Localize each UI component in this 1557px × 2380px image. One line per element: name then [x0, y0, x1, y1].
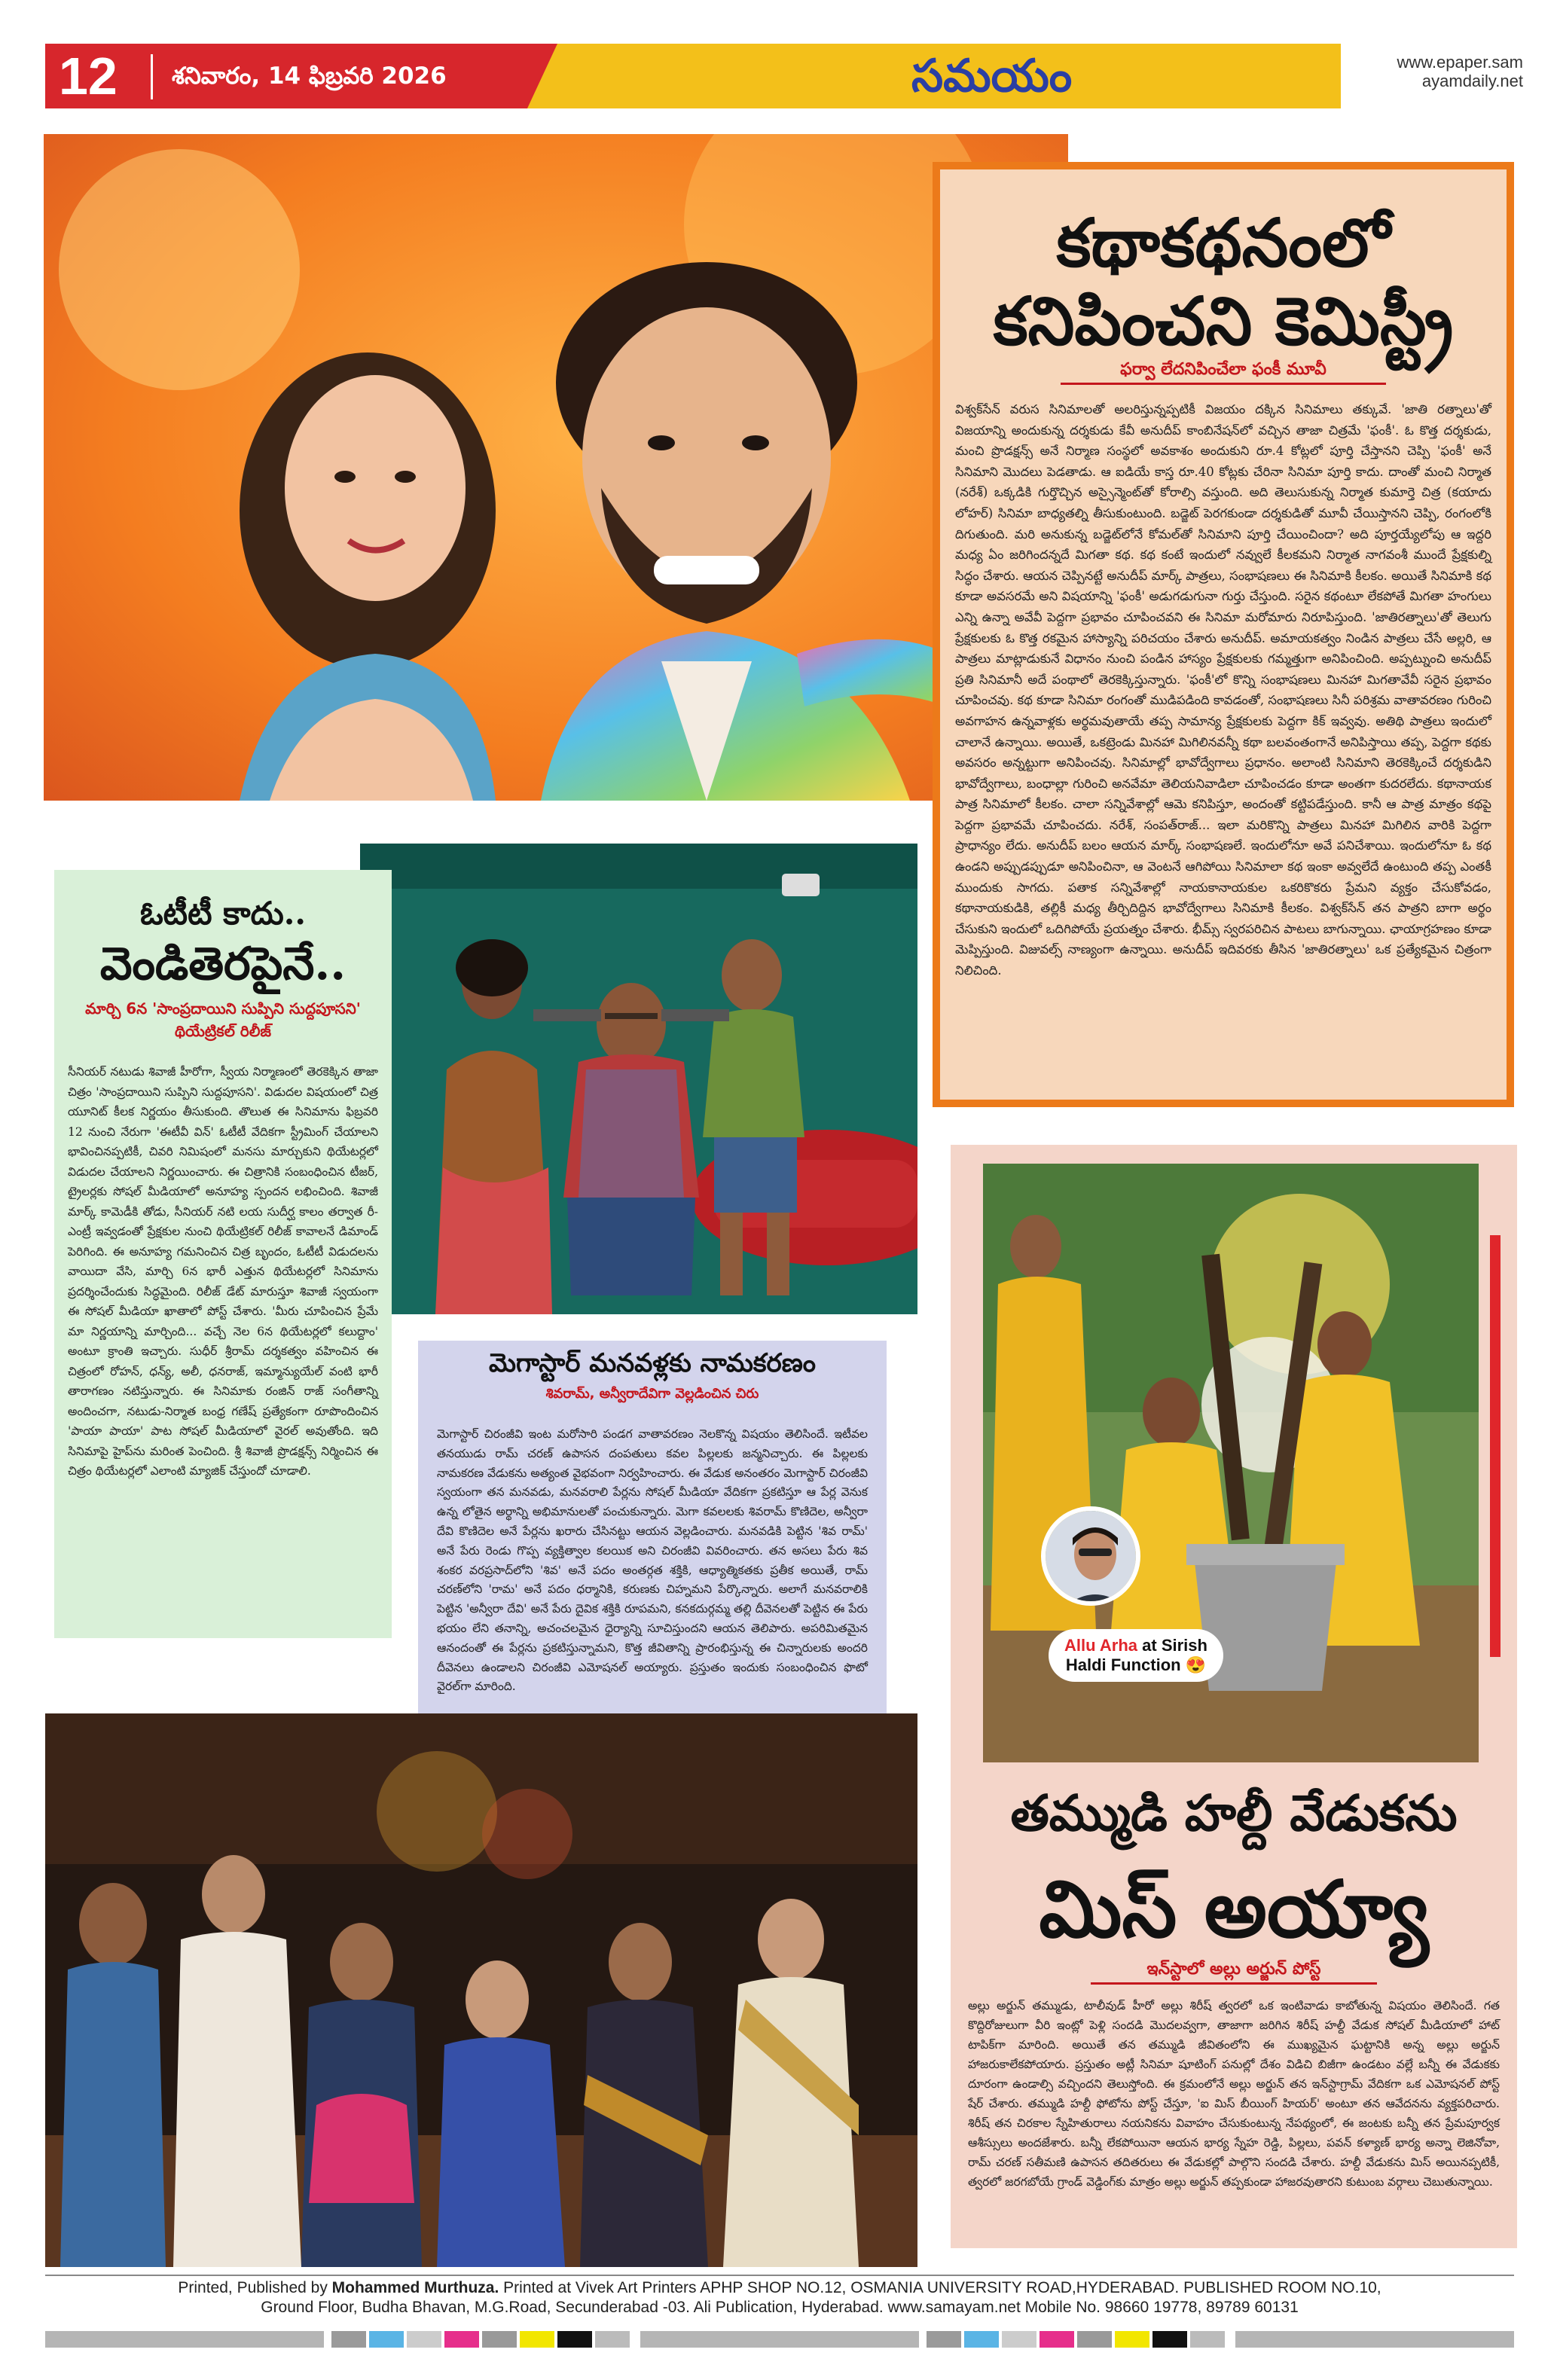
registration-swatch — [1077, 2331, 1112, 2348]
imprint-footer — [45, 2278, 1514, 2317]
registration-swatch — [927, 2331, 961, 2348]
imprint-line1 — [45, 2278, 1514, 2298]
story-naming-headline: మెగాస్టార్ మనవళ్లకు నామకరణం — [488, 1348, 817, 1378]
story-ott-subheadline: మార్చి 6న 'సాంప్రదాయిని సుప్పిని సుద్దపూసని' థియేట్రికల్ రిలీజ్ — [85, 999, 361, 1040]
header-divider — [151, 54, 153, 99]
imprint-address: Printed at Vivek Art Printers APHP SHOP NO.12, OSMANIA UNIVERSITY ROAD,HYDERABAD. PUBLISHED ROOM NO.10, — [499, 2279, 1381, 2296]
registration-swatch — [482, 2331, 517, 2348]
registration-swatch — [1115, 2331, 1149, 2348]
registration-swatch — [1040, 2331, 1074, 2348]
epaper-url-line2: ayamdaily.net — [1421, 72, 1523, 90]
registration-swatch — [1190, 2331, 1225, 2348]
masthead-logo: సమయం — [911, 50, 1073, 102]
epaper-url[interactable] — [1350, 53, 1523, 90]
story-haldi-body: అల్లు అర్జున్ తమ్ముడు, టాలీవుడ్ హీరో అల్లు శిరీష్ త్వరలో ఒక ఇంటివాడు కాబోతున్న విషయం తెలిసిందే. గత కొద్దిరోజులుగా వీరి ఇంట్లో పెళ్లి సందడి మొదలవ్వగా, తాజాగా జరిగిన శిరీష్ హల్దీ వేడుక సోషల్ మీడియాలో హాట్ టాపిక్‌గా మారింది. అయితే తన తమ్ముడి జీవితంలోని ఈ ముఖ్యమైన ఘట్టానికి అన్న అల్లు అర్జున్ హాజరుకాలేకపోయారు. ప్రస్తుతం అట్లీ సినిమా షూటింగ్ పనుల్లో దేశం విడిచి బిజీగా ఉండటం వల్లే బన్నీ ఈ వేడుకకు దూరంగా ఉండాల్సి వచ్చిందని తెలుస్తోంది. ఈ క్రమంలోనే అల్లు అర్జున్ తన ఇన్‌స్టాగ్రామ్ వేదికగా ఒక ఎమోషనల్ పోస్ట్ షేర్ చేశారు. తమ్ముడి హల్దీ ఫోటోను పోస్ట్ చేస్తూ, 'ఐ మిస్ బీయింగ్ హియర్' అంటూ తన ఆవేదనను వ్యక్తపరిచారు. శిరీష్ తన చిరకాల స్నేహితురాలు నయనికను వివాహం చేసుకుంటున్న నేపథ్యంలో, ఈ జంటకు బన్నీ తన ప్రేమపూర్వక ఆశీస్సులు అందజేశారు. బన్నీ లేకపోయినా ఆయన భార్య స్నేహ రెడ్డి, పిల్లలు, పవన్ కళ్యాణ్ భార్య అన్నా లెజినోవా, రామ్ చరణ్ సతీమణి ఉపాసన తదితరులు ఈ వేడుకల్లో పాల్గొని సందడి చేశారు. హల్దీ వేడుకను మిస్ అయినప్పటికీ, త్వరలో జరగబోయే గ్రాండ్ వెడ్డింగ్‌కు మాత్రం అల్లు అర్జున్ తప్పకుండా హాజరవుతారని కుటుంబ వర్గాలు చెబుతున్నాయి. — [968, 1999, 1500, 2189]
story-ott-headline-line1: ఓటీటీ కాదు.. — [139, 895, 306, 932]
subheadline-underline — [1091, 1982, 1377, 1985]
story-haldi-headline-line2: మిస్ అయ్యా — [1039, 1863, 1429, 1955]
caption-emoji: 😍 — [1185, 1655, 1207, 1674]
registration-gray-bar — [45, 2331, 324, 2348]
page-number: 12 — [59, 47, 118, 105]
story-funky-headline-line2: కనిపించని కెమిస్ట్రీ — [993, 282, 1454, 360]
story-haldi-headline-line1: తమ్ముడి హల్దీ వేడుకను — [1010, 1783, 1458, 1842]
registration-swatch — [1002, 2331, 1036, 2348]
registration-gray-bar — [640, 2331, 919, 2348]
epaper-url-line1: www.epaper.sam — [1397, 53, 1523, 72]
imprint-prefix: Printed, Published by — [178, 2279, 332, 2296]
funky-movie-illustration — [44, 134, 1068, 801]
story-ott-body: సీనియర్ నటుడు శివాజీ హీరోగా, స్వీయ నిర్మాణంలో తెరకెక్కిన తాజా చిత్రం 'సాంప్రదాయిని సుప్పిని సుద్దపూసని'. విడుదల విషయంలో చిత్ర యూనిట్ కీలక నిర్ణయం తీసుకుంది. తొలుత ఈ సినిమాను ఫిబ్రవరి 12 నుంచి నేరుగా 'ఈటీవీ విన్' ఓటీటీ వేదికగా స్ట్రీమింగ్ చేయాలని భావించినప్పటికీ, చివరి నిమిషంలో మనసు మార్చుకుని థియేటర్లలో విడుదల చేయాలని నిర్ణయించారు. ఈ చిత్రానికి సంబంధించిన టీజర్, ట్రైలర్లకు సోషల్ మీడియాలో అనూహ్య స్పందన లభించింది. శివాజీ మార్క్ కామెడీకి తోడు, సీనియర్ నటి లయ సుదీర్ఘ కాలం తర్వాత రీ-ఎంట్రీ ఇవ్వడంతో ప్రేక్షకుల నుంచి థియేట్రికల్ రిలీజ్ కావాలనే డిమాండ్ పెరిగింది. ఈ అనూహ్య గమనించిన చిత్ర బృందం, ఓటీటీ విడుదలను వాయిదా వేసి, మార్చి 6న భారీ ఎత్తున థియేటర్లలో సినిమాను ప్రదర్శించేందుకు సిద్ధమైంది. రిలీజ్ డేట్ మారుస్తూ శివాజీ స్వయంగా ఈ సోషల్ మీడియా ఖాతాలో పోస్ట్ చేశారు. 'మీరు చూపించిన ప్రేమే మా నిర్ణయాన్ని మార్చింది... వచ్చే నెల 6న థియేటర్లలో కలుద్దాం' అంటూ క్రాంతి ఇచ్చారు. సుధీర్ శ్రీరామ్ దర్శకత్వం వహించిన ఈ చిత్రంలో రోహన్, ధన్య్, అలీ, ధనరాజ్, ఇమ్మాన్యుయేల్ వంటి భారీ తారాగణం నటిస్తున్నారు. ఈ సినిమాకు రంజిన్ రాజ్ సంగీతాన్ని అందించగా, నటుడు-నిర్మాత బంధ్ర గణేష్ ప్రత్యేకంగా రూపొందించిన 'పాయా పాయా' పాట సోషల్ మీడియాలో వైరల్ అవుతోంది. ఇది సినిమాపై హైప్‌ను మరింత పెంచింది. శ్రీ శివాజీ ప్రొడక్షన్స్ నిర్మించిన ఈ చిత్రం థియేటర్లలో ఎలాంటి మ్యాజిక్ చేస్తుందో చూడాలి. — [68, 1065, 378, 1478]
registration-swatch — [369, 2331, 404, 2348]
story-haldi-subheadline: ఇన్‌స్టాలో అల్లు అర్జున్ పోస్ట్ — [1146, 1960, 1321, 1979]
publisher-name: Mohammed Murthuza. — [331, 2279, 499, 2296]
story-naming-subheadline: శివరామ్, అన్వీరాదేవిగా వెల్లడించిన చిరు — [545, 1386, 759, 1402]
caption-rest: at Sirish Haldi Function — [1065, 1636, 1207, 1674]
issue-date: శనివారం, 14 ఫిబ్రవరి 2026 — [172, 63, 447, 90]
registration-swatch — [520, 2331, 554, 2348]
story-haldi-accent-bar — [1490, 1235, 1501, 1657]
footer-rule — [45, 2275, 1514, 2276]
registration-swatch — [557, 2331, 592, 2348]
registration-gray-bar — [1235, 2331, 1514, 2348]
registration-swatch — [407, 2331, 441, 2348]
registration-swatch — [444, 2331, 479, 2348]
naming-ceremony-photo — [45, 1713, 917, 2267]
imprint-line2: Ground Floor, Budha Bhavan, M.G.Road, Secunderabad -03. Ali Publication, Hyderabad. www.samayam.net Mobile No. 98660 19778, 89789 60131 — [261, 2299, 1299, 2316]
instagram-caption-chip — [1049, 1629, 1223, 1682]
registration-swatch — [964, 2331, 999, 2348]
story-funky-headline-line1: కథాకథనంలో — [1056, 203, 1391, 282]
naming-ceremony-illustration — [45, 1713, 917, 2267]
story-funky-body: విశ్వక్‌సేన్ వరుస సినిమాలతో అలరిస్తున్నప్పటికీ విజయం దక్కిన సినిమాలు తక్కువే. 'జాతి రత్నాలు'తో విజయాన్ని అందుకున్న దర్శకుడు కేవీ అనుదీప్ కాంబినేషన్‌లో వచ్చిన తాజా చిత్రమే 'ఫంకీ'. ఓ కొత్త దర్శకుడు, మంచి ప్రొడక్షన్స్ అనే నిర్మాణ సంస్థలో అవకాశం అందుకుని రూ.4 కోట్లలో పూర్తి చేస్తానని చెప్పి 'ఫంకీ' అనే సినిమాని మొదలు పెడతాడు. ఆ ఐడియే కాస్త రూ.40 కోట్లకు చేరినా సినిమా పూర్తి కాదు. దాంతో మంచి నిర్మాత (నరేశ్) ఒక్కడికి గుర్తొచ్చిన అస్సైన్మెంట్‌తో కోరాల్సి వస్తుంది. అది తెలుసుకున్న నిర్మాత కుమార్తె చిత్ర (కయాదు లోహర్) సినిమా బాధ్యతల్ని తీసుకుంటుంది. బడ్జెట్ పెరగకుండా దర్శకుడితో మూవీ చేయిస్తానని చెప్పి, రంగంలోకి దిగుతుంది. మరి అనుకున్న బడ్జెట్‌లోనే కోమల్‌తో సినిమాని పూర్తి చేయించిందా? అది పూర్తయ్యేలోపు ఆ ఇద్దరి మధ్య ఏం జరిగిందన్నదే మిగతా కథ. కథ కంటే ఇందులో నవ్వులే కీలకమని నిర్మాత నాగవంశీ ముందే ప్రేక్షకుల్ని సిద్ధం చేశారు. ఆయన చెప్పినట్టే అనుదీప్ మార్క్ పాత్రలు, సంభాషణలు ఈ సినిమాకి కీలకం. అయితే సినిమాకి కథ కూడా అవసరమే అని విషయాన్ని 'ఫంకీ' అడుగడుగునా గుర్తు చేస్తుంది. సరైన కథంటూ లేకపోతే మిగతా హంగులు ఎన్ని ఉన్నా అవేవీ పెద్దగా ప్రభావం చూపించవని ఈ సినిమా మరోమారు నిరూపిస్తుంది. 'జాతిరత్నాలు'తో తెలుగు ప్రేక్షకులకు ఓ కొత్త రకమైన హాస్యాన్ని పరిచయం చేశారు అనుదీప్. అమాయకత్వం నిండిన పాత్రలు చేసే అల్లరి, ఆ పాత్రలు మాట్లాడుకునే విధానం నుంచి పండిన హాస్యం ప్రేక్షకులకు గమ్మత్తుగా అనిపించింది. అప్పట్నుంచి అనుదీప్ ప్రతి సినిమానీ అదే పంథాలో తెరకెక్కిస్తున్నారు. 'ఫంకీ'లో కొన్ని సంభాషణలు మినహా మిగతావేవీ సరైన ప్రభావం చూపించవు. కథ కూడా సినిమా రంగంతో ముడిపడింది కావడంతో, సంభాషణలు సినీ పరిశ్రమ వాతావరణం గురించి అవగాహన ఉన్నవాళ్లకు అర్థమవుతాయే తప్ప సామాన్య ప్రేక్షకులకు పెద్దగా కిక్ ఇవ్వవు. అతిథి పాత్రలు ఇందులో చాలానే ఉన్నాయి. అయితే, ఒకట్రెండు మినహా మిగిలినవన్నీ కథా బలవంతంగానే అనిపిస్తాయి తప్ప, పెద్దగా కథకు అవసరం అన్నట్టుగా అనిపించవు. సినిమాల్లో భావోద్వేగాలు ప్రధానం. అలాంటి సినిమాని తెరకెక్కించే దర్శకుడిని భావోద్వేగాలు, బంధాల్లా గురించి అనవేమా తెలియనివాడిలా చూపించడం కూడా అంతగా కుదరలేదు. కథానాయక పాత్ర సినిమాలో కీలకం. చాలా సన్నివేశాల్లో ఆమె కనిపిస్తూ, అందంతో కట్టిపడేస్తుంది. కానీ ఆ పాత్ర మాత్రం కథపై పెద్దగా ప్రభావమే చూపించదు. నరేశ్, సంపత్‌రాజ్... ఇలా మరికొన్ని పాత్రలు మినహా మిగిలిన వారికి పెద్దగా ప్రాధాన్యం లేదు. అనుదీప్ బలం ఆయన మార్క్ సంభాషణలే. ఇందులోనూ అవే పనిచేశాయి. ఇందులోనూ ఓ కథ ఉండని అప్పుడప్పుడూ అనిపించినా, ఆ వెంటనే ఆగిపోయి సినిమాలా కథ ఇంకా అవ్వలేదే ఉంటుంది తప్ప ఎంతకీ ముందుకు సాగదు. పతాక సన్నివేశాల్లో నాయకానాయకుల ఒకరికొకరు ప్రేమని వ్యక్తం చేసుకోవడం, కథానాయకుడికి, తల్లికీ మధ్య తీర్చిదిద్దిన భావోద్వేగాలు సినిమాకి కీలకం. విశ్వక్‌సేన్ తన పాత్రని బాగా అర్థం చేసుకుని ఇందులో ఒదిగిపోయే ప్రయత్నం చేశారు. భీమ్స్ స్వరపరిచిన పాటలు బాగున్నాయి. ఛాయాగ్రహణం కూడా మెప్పిస్తుంది. విజువల్స్ నాణ్యంగా ఉన్నాయి. అనుదీప్ ఇదివరకు తీసిన 'జాతిరత్నాలు' ఒక ప్రత్యేకమైన చిత్రంగా నిలిచింది. — [955, 402, 1491, 978]
story-funky-headline — [940, 203, 1507, 360]
story-naming-body: మెగాస్టార్ చిరంజీవి ఇంట మరోసారి పండగ వాతావరణం నెలకొన్న విషయం తెలిసిందే. ఇటీవల తనయుడు రామ్ చరణ్ ఉపాసన దంపతులు కవల పిల్లలకు జన్మనిచ్చారు. ఈ పిల్లలకు నామకరణ వేడుకను అత్యంత వైభవంగా నిర్వహించారు. ఈ వేడుక అనంతరం మెగాస్టార్ చిరంజీవి స్వయంగా తన మనవడు, మనవరాలి పేర్లను సోషల్ మీడియా వేదికగా ప్రకటిస్తూ ఆ పేర్ల వెనుక ఉన్న లోతైన అర్థాన్ని అభిమానులతో పంచుకున్నారు. మెగా కవలలకు శివరామ్ కొణిదెల, అన్వీరా దేవి కొణిదెల అనే పేర్లను ఖరారు చేసినట్టు ఆయన వెల్లడించారు. మనవడికి పెట్టిన 'శివ రామ్' అనే పేరు రెండు గొప్ప వ్యక్తిత్వాల కలయిక అని చిరంజీవి వివరించారు. తన అసలు పేరు శివ శంకర వరప్రసాద్‌లోని 'శివ' అనే పదం అంతర్గత శక్తికి, ఆధ్యాత్మికతకు ప్రతీక అయితే, రామ్ చరణ్‌లోని 'రామ' అనే పదం ధర్మానికి, కరుణకు చిహ్నమని పేర్కొన్నారు. అలాగే మనవరాలికి పెట్టిన 'అన్వీరా దేవి' అనే పేరు దైవిక శక్తికి రూపమని, కనకదుర్గమ్మ తల్లి దీవెనలతో పెట్టిన ఈ పేరు భయం లేని తనాన్ని, అచంచలమైన ధైర్యాన్ని సూచిస్తుందని ఆయన తెలిపారు. అపరిమితమైన ఆనందంతో ఈ పేర్లను ప్రకటిస్తున్నామని, కొత్త జీవితాన్ని ప్రారంభిస్తున్న ఈ చిన్నారులకు అందరి దీవెనలు ఉండాలని చిరంజీవి ఎమోషనల్ అయ్యారు. ప్రస్తుతం ఇందుకు సంబంధించిన ఫొటో వైరల్‌గా మారింది. — [437, 1427, 868, 1694]
family-movie-photo — [360, 844, 917, 1314]
registration-swatch — [1152, 2331, 1187, 2348]
story-funky-subheadline: ఫర్వా లేదనిపించేలా ఫంకీ మూవీ — [1120, 360, 1327, 379]
caption-name: Allu Arha — [1064, 1636, 1138, 1655]
family-movie-illustration — [360, 844, 917, 1314]
registration-swatch — [595, 2331, 630, 2348]
allu-arjun-avatar — [1041, 1506, 1140, 1606]
funky-movie-photo — [44, 134, 1068, 801]
registration-swatch — [331, 2331, 366, 2348]
subheadline-underline — [1061, 383, 1386, 385]
story-ott-headline-line2: వెండితెరపైనే.. — [99, 938, 347, 990]
registration-strip — [45, 2331, 1514, 2348]
